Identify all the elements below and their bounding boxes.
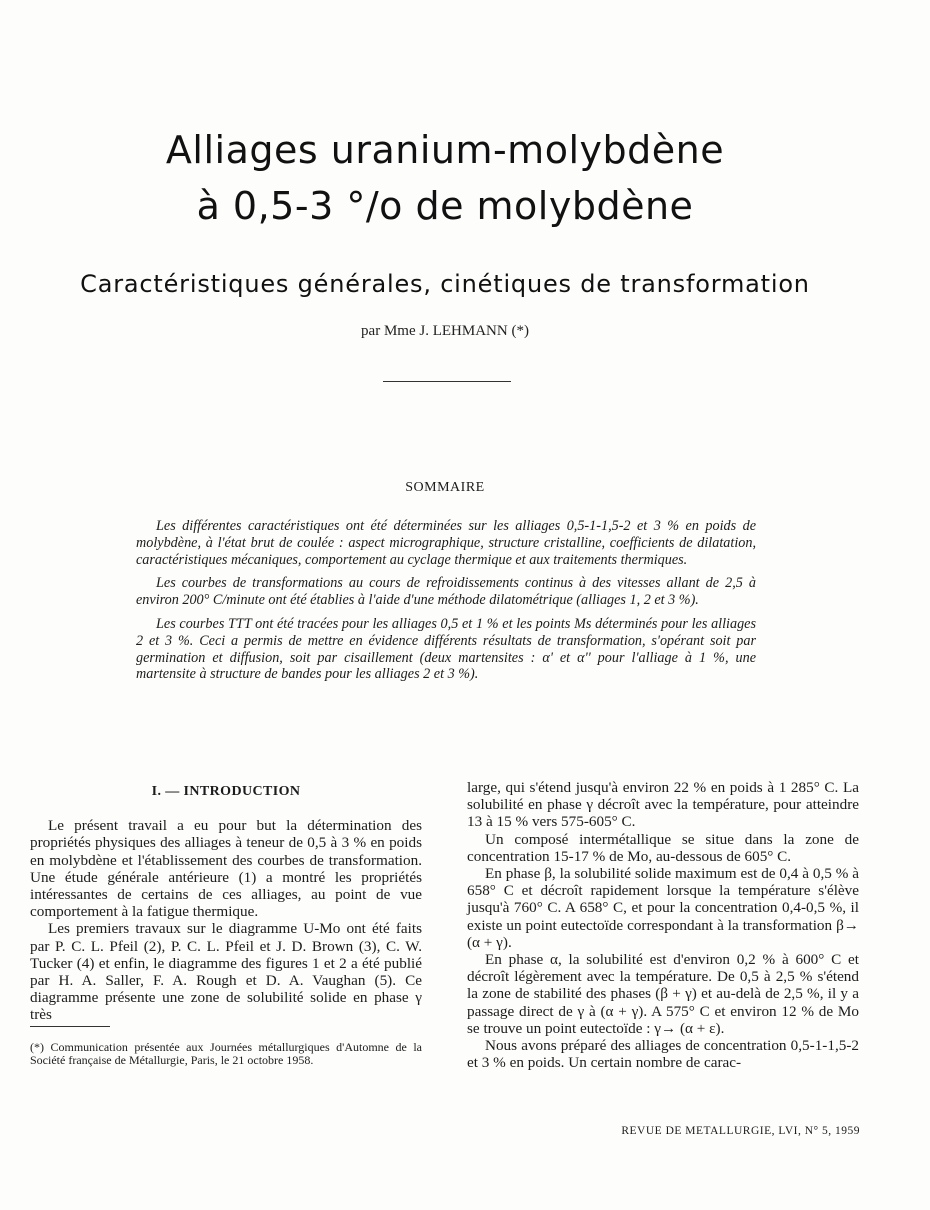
right-column: [467, 779, 859, 1071]
summary-paragraph: Les courbes TTT ont été tracées pour les alliages 0,5 et 1 % et les points Ms déterminés pour les alliages 2 et 3 %. Ceci a permis de mettre en évidence différents résultats de transformation, s'opérant soit par germination et diffusion, soit par cisaillement (deux martensites : α' et α'' pour l'alliage à 1 %, une martensite à structure de bandes pour les alliages 2 et 3 %).: [136, 615, 756, 683]
author-line: par Mme J. LEHMANN (*): [361, 323, 529, 339]
body-paragraph: En phase α, la solubilité est d'environ 0,2 % à 600° C et décroît légèrement avec la température. De 0,5 à 2,5 % s'étend la zone de stabilité des phases (β + γ) et au-delà de 2,5 %, il y a passage direct de γ à (α + γ). A 575° C et environ 12 % de Mo se trouve un point eutectoïde : γ→ (α + ε).: [467, 951, 859, 1037]
body-paragraph: En phase β, la solubilité solide maximum est de 0,4 à 0,5 % à 658° C et décroît rapidement lorsque la température s'élève jusqu'à 760° C. A 658° C, et pour la concentration 0,4-0,5 %, il existe un point eutectoïde correspondant à la transformation β→ (α + γ).: [467, 865, 859, 951]
body-paragraph: Les premiers travaux sur le diagramme U-Mo ont été faits par P. C. L. Pfeil (2), P. C. L. Pfeil et J. D. Brown (3), C. W. Tucker (4) et enfin, le diagramme des figures 1 et 2 a été publié par H. A. Saller, F. A. Rough et D. A. Vaughan (5). Ce diagramme présente une zone de solubilité solide en phase γ très: [30, 920, 422, 1024]
body-paragraph: Nous avons préparé des alliages de concentration 0,5-1-1,5-2 et 3 % en poids. Un certain nombre de carac-: [467, 1037, 859, 1072]
journal-footer: REVUE DE METALLURGIE, LVI, N° 5, 1959: [621, 1125, 860, 1137]
title-line-2: à 0,5-3 °/o de molybdène: [196, 184, 694, 228]
summary-heading: SOMMAIRE: [405, 480, 485, 495]
footnote: (*) Communication présentée aux Journées métallurgiques d'Automne de la Société française de Métallurgie, Paris, le 21 octobre 1958.: [30, 1040, 422, 1067]
title-divider: [383, 381, 511, 382]
summary-paragraph: Les différentes caractéristiques ont été déterminées sur les alliages 0,5-1-1,5-2 et 3 % en poids de molybdène, à l'état brut de coulée : aspect micrographique, structure cristalline, coefficients de dilatation, caractéristiques mécaniques, comportement au cyclage thermique et aux traitements thermiques.: [136, 518, 756, 568]
body-paragraph: Le présent travail a eu pour but la détermination des propriétés physiques des alliages à teneur de 0,5 à 3 % en poids en molybdène et l'établissement des courbes de transformation. Une étude générale antérieure (1) a montré les propriétés intéressantes de certains de ces alliages, au point de vue comportement à la fatigue thermique.: [30, 817, 422, 921]
body-paragraph-continuation: large, qui s'étend jusqu'à environ 22 % en poids à 1 285° C. La solubilité en phase γ décroît avec la température, pour atteindre 13 à 15 % vers 575-605° C.: [467, 779, 859, 831]
section-heading: I. — INTRODUCTION: [151, 784, 301, 799]
summary-paragraph: Les courbes de transformations au cours de refroidissements continus à des vitesses allant de 2,5 à environ 200° C/minute ont été établies à l'aide d'une méthode dilatométrique (alliages 1, 2 et 3 %).: [136, 575, 756, 609]
body-paragraph: Un composé intermétallique se situe dans la zone de concentration 15-17 % de Mo, au-dessous de 605° C.: [467, 830, 859, 865]
subtitle: Caractéristiques générales, cinétiques de transformation: [80, 270, 810, 298]
summary-abstract: [136, 518, 756, 690]
left-column: [30, 779, 422, 1024]
title-line-1: Alliages uranium-molybdène: [165, 128, 725, 172]
footnote-divider: [30, 1026, 110, 1027]
